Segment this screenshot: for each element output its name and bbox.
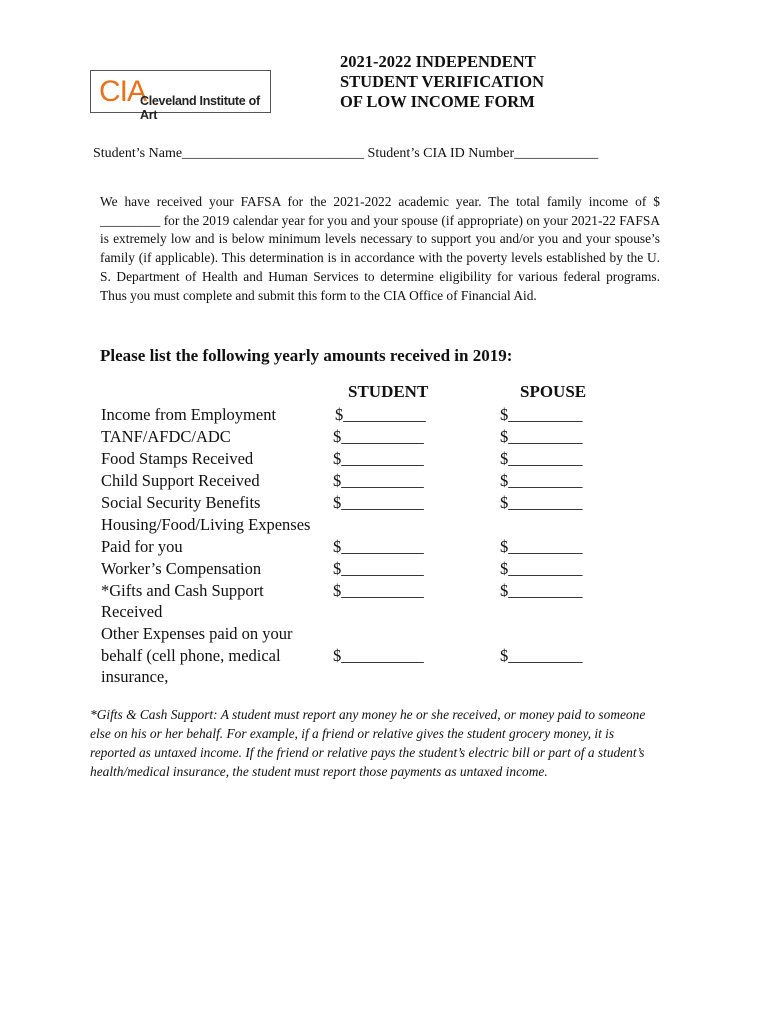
- spouse-amount-field: $_________: [500, 646, 583, 665]
- spouse-column-header: SPOUSE: [520, 382, 587, 401]
- row-label: Food Stamps Received: [101, 449, 254, 468]
- intro-paragraph: We have received your FAFSA for the 2021-2022 academic year. The total family income of $ _________ for the 2019 calendar year for you and your spouse (if appropriate) on your 2021-22 FAFSA is extremely low and is below minimum levels necessary to support you and/or you and your spouse’s family (if applicable). This determination is in accordance with the poverty levels established by the U. S. Department of Health and Human Services to determine eligibility for various federal programs. Thus you must complete and submit this form to the CIA Office of Financial Aid.: [100, 194, 660, 303]
- spouse-amount-field: $_________: [500, 427, 583, 446]
- list-heading: Please list the following yearly amounts received in 2019:: [100, 346, 513, 365]
- title-line: 2021-2022 INDEPENDENT: [340, 52, 536, 71]
- row-label: Received: [101, 602, 163, 621]
- gifts-footnote: *Gifts & Cash Support: A student must report any money he or she received, or money paid to someone else on his or her behalf. For example, if a friend or relative gives the student grocery money, it is reported as untaxed income. If the friend or relative pays the student’s electric bill or part of a student’s health/medical insurance, the student must report those payments as untaxed income.: [90, 707, 646, 779]
- spouse-amount-field: $_________: [500, 471, 583, 490]
- spouse-amount-field: $_________: [500, 493, 583, 512]
- row-label: Social Security Benefits: [101, 493, 261, 512]
- row-label: insurance,: [101, 667, 169, 686]
- form-title: [340, 52, 544, 112]
- student-amount-field: $__________: [333, 581, 424, 600]
- spouse-amount-field: $_________: [500, 449, 583, 468]
- student-amount-field: $__________: [333, 471, 424, 490]
- row-label: *Gifts and Cash Support: [101, 581, 264, 600]
- student-amount-field: $__________: [333, 493, 424, 512]
- student-amount-field: $__________: [333, 449, 424, 468]
- row-label: Housing/Food/Living Expenses: [101, 515, 311, 534]
- spouse-amount-field: $_________: [500, 537, 583, 556]
- row-label: Paid for you: [101, 537, 183, 556]
- title-line: STUDENT VERIFICATION: [340, 72, 545, 91]
- student-name-id-line: Student’s Name__________________________ Student’s CIA ID Number____________: [93, 146, 599, 161]
- row-label: Worker’s Compensation: [101, 559, 262, 578]
- student-amount-field: $__________: [333, 537, 424, 556]
- spouse-amount-field: $_________: [500, 405, 583, 424]
- row-label: Other Expenses paid on your: [101, 624, 293, 643]
- cia-logo: [90, 70, 271, 122]
- student-amount-field: $__________: [335, 405, 426, 424]
- spouse-amount-field: $_________: [500, 581, 583, 600]
- student-amount-field: $__________: [333, 559, 424, 578]
- row-label: TANF/AFDC/ADC: [101, 427, 231, 446]
- row-label: Income from Employment: [101, 405, 277, 424]
- logo-name: Cleveland Institute of Art: [140, 94, 260, 122]
- student-column-header: STUDENT: [348, 382, 429, 401]
- logo-mark: CIA: [99, 75, 147, 108]
- student-amount-field: $__________: [333, 646, 424, 665]
- title-line: OF LOW INCOME FORM: [340, 92, 535, 111]
- spouse-amount-field: $_________: [500, 559, 583, 578]
- row-label: Child Support Received: [101, 471, 260, 490]
- student-amount-field: $__________: [333, 427, 424, 446]
- row-label: behalf (cell phone, medical: [101, 646, 281, 665]
